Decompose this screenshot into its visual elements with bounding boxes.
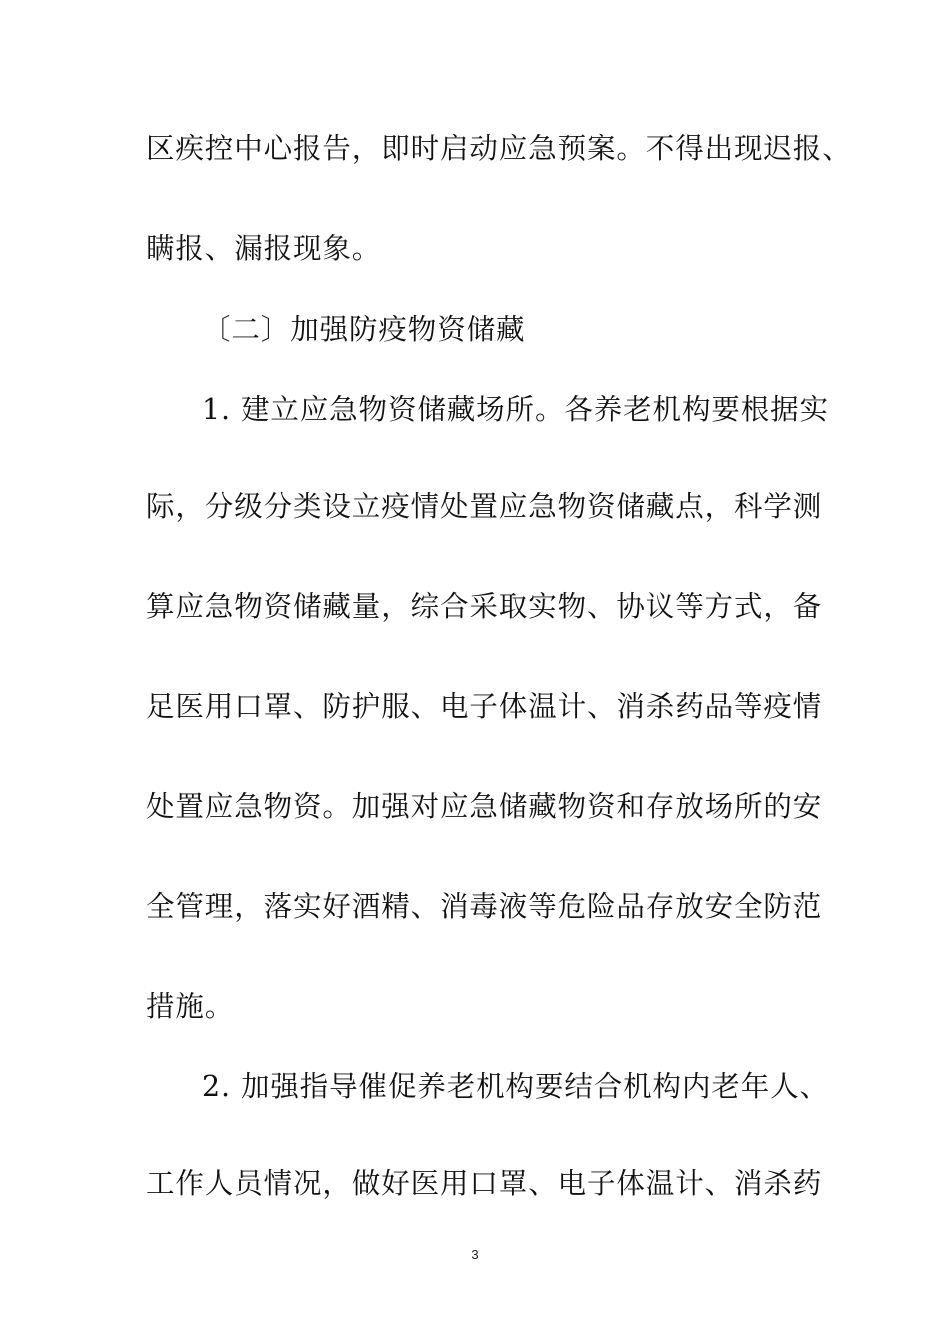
section-heading: 〔二〕加强防疫物资储藏 — [202, 313, 526, 346]
body-text-line: 足医用口罩、防护服、电子体温计、消杀药品等疫情 — [146, 690, 823, 723]
body-text-line: 1. 建立应急物资储藏场所。各养老机构要根据实 — [202, 393, 829, 426]
page-number: 3 — [471, 1247, 479, 1262]
body-text-line: 处置应急物资。加强对应急储藏物资和存放场所的安 — [146, 790, 823, 823]
body-text-line: 区疾控中心报告，即时启动应急预案。不得出现迟报、 — [146, 132, 852, 165]
body-text-line: 2. 加强指导催促养老机构要结合机构内老年人、 — [202, 1070, 829, 1103]
body-text-line: 全管理，落实好酒精、消毒液等危险品存放安全防范 — [146, 890, 823, 923]
body-text-line: 措施。 — [146, 990, 235, 1023]
body-text-line: 际，分级分类设立疫情处置应急物资储藏点，科学测 — [146, 490, 823, 523]
body-text-line: 工作人员情况，做好医用口罩、电子体温计、消杀药 — [146, 1167, 823, 1200]
body-text-line: 瞒报、漏报现象。 — [146, 232, 382, 265]
body-text-line: 算应急物资储藏量，综合采取实物、协议等方式，备 — [146, 590, 823, 623]
